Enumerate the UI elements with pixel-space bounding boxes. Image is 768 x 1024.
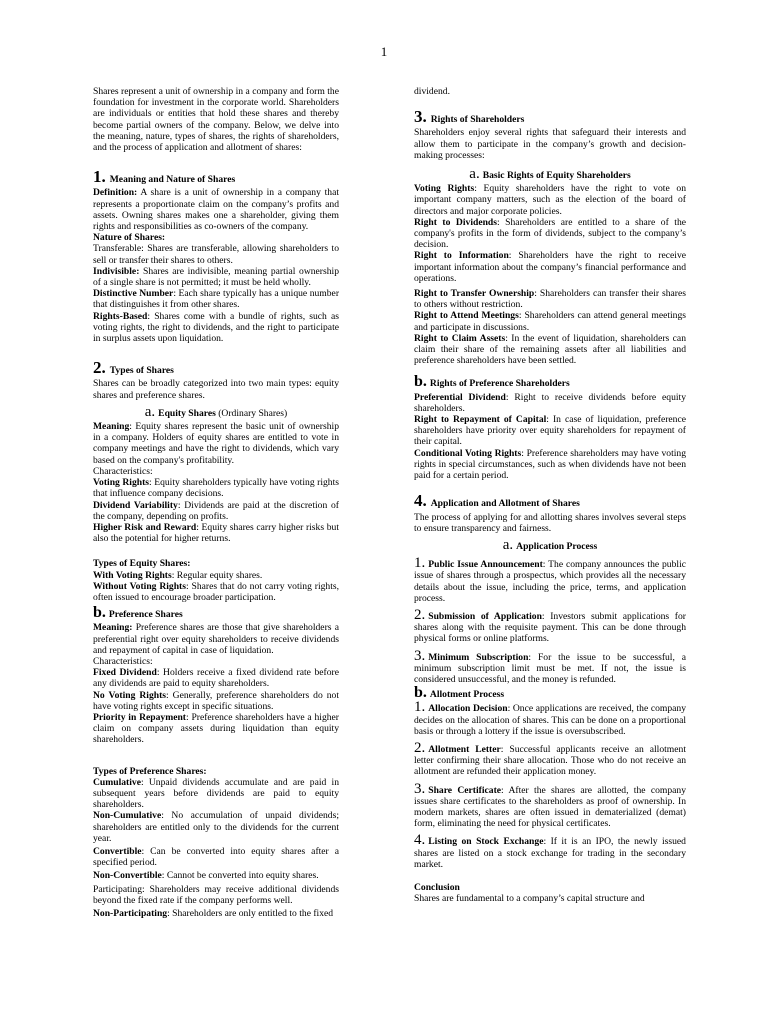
section-1-heading — [93, 167, 339, 187]
types-intro: Shares can be broadly categorized into two main types: equity shares and preference shares. — [93, 378, 339, 401]
label: Right to Repayment of Capital — [414, 414, 547, 426]
equity-types-title — [93, 558, 339, 569]
right-to-information — [414, 250, 686, 284]
label: Preferential Dividend — [414, 391, 506, 403]
text: : Equity shares carry higher risks but also the potential for higher returns. — [93, 521, 339, 545]
convertible — [93, 846, 339, 868]
continued-text: dividend. — [414, 86, 450, 97]
participating: Participating: Shareholders may receive additional dividends beyond the fixed rate if the company performs well. — [93, 883, 339, 906]
label: Voting Rights — [414, 183, 475, 195]
text: : Dividends are paid at the discretion of the company, depending on profits. — [93, 499, 339, 522]
text: : Equity shareholders typically have voting rights that influence company decisions. — [93, 477, 339, 500]
left-column — [93, 86, 339, 919]
preference-shares-heading — [93, 604, 339, 622]
right-to-transfer — [414, 288, 686, 310]
application-process-heading — [414, 536, 686, 553]
application-intro: The process of applying for and allotting shares involves several steps to ensure transparency and fairness. — [414, 511, 686, 534]
step-number: 2. — [414, 739, 426, 756]
text: : Once applications are received, the company decides on the allocation of shares. This can be done on a proportional basis or through a lottery if the issue is oversubscribed. — [414, 703, 686, 737]
section-4-heading — [414, 491, 686, 511]
equity-voting-rights — [93, 477, 339, 499]
text: : If it is an IPO, the newly issued shares are listed on a stock exchange for trading in the secondary market. — [414, 836, 686, 870]
right-column — [414, 86, 686, 904]
subsection-title: Rights of Preference Shareholders — [429, 378, 570, 390]
label: Right to Attend Meetings — [414, 310, 519, 322]
rights-based-label: Rights-Based — [93, 310, 148, 322]
repayment-of-capital — [414, 414, 686, 448]
step-number: 1. — [414, 555, 426, 572]
text: : For the issue to be successful, a minimum subscription limit must be met. If not, the issue is considered unsuccessful, and the money is refunded. — [414, 651, 686, 685]
non-cumulative — [93, 810, 339, 844]
section-number: 3. — [414, 107, 427, 127]
label: Listing on Stock Exchange — [428, 836, 544, 848]
label: Right to Dividends — [414, 216, 497, 228]
text: : In case of liquidation, preference shareholders have priority over equity shareholders for repayment of their capital. — [414, 414, 686, 448]
subsection-letter: b. — [414, 684, 427, 702]
right-to-claim — [414, 333, 686, 367]
label: Fixed Dividend — [93, 667, 157, 679]
text: : Shares that do not carry voting rights, often issued to encourage broader participation. — [93, 580, 340, 603]
characteristics-label: Characteristics: — [93, 465, 153, 477]
subsection-title: Basic Rights of Equity Shareholders — [482, 170, 631, 182]
distinctive-label: Distinctive Number — [93, 288, 174, 300]
section-title: Rights of Shareholders — [430, 114, 525, 126]
conditional-voting — [414, 448, 686, 482]
step-number: 3. — [414, 647, 426, 664]
text: : Equity shareholders have the right to vote on important company matters, such as the election of the board of directors and major corporate policies. — [414, 183, 686, 217]
preference-types-title-text: Types of Preference Shares: — [93, 765, 207, 777]
section-title: Types of Shares — [109, 365, 174, 377]
section-title: Meaning and Nature of Shares — [109, 174, 236, 186]
text: : Unpaid dividends accumulate and are paid in subsequent years before dividends are paid to equity shareholders. — [93, 776, 339, 811]
conclusion-text: Shares are fundamental to a company’s capital structure and — [414, 893, 645, 905]
label: Right to Transfer Ownership — [414, 288, 535, 300]
text: : Shareholders are only entitled to the fixed — [167, 908, 334, 919]
text: : Generally, preference shareholders do not have voting rights except in specific situations. — [93, 689, 340, 712]
label: Minimum Subscription — [428, 651, 529, 663]
equity-meaning-label: Meaning — [93, 421, 130, 433]
text: : In the event of liquidation, shareholders can claim their share of the remaining assets after all liabilities and preference shareholders have been settled. — [414, 332, 686, 367]
subsection-letter: b. — [414, 373, 427, 391]
subsection-title: Allotment Process — [429, 689, 505, 701]
conclusion-title — [414, 882, 686, 893]
label: Cumulative — [93, 776, 141, 788]
distinctive-text: : Each share typically has a unique number that distinguishes it from other shares. — [93, 288, 340, 311]
label: No Voting Rights — [93, 689, 167, 701]
step-submission — [414, 606, 686, 645]
step-allocation — [414, 699, 686, 737]
text: : Can be converted into equity shares after a specified period. — [93, 845, 339, 869]
section-number: 4. — [414, 491, 427, 511]
step-number: 2. — [414, 606, 426, 623]
preferential-dividend — [414, 392, 686, 414]
text: : Shareholders have the right to receive important information about the company’s financial performance and operations. — [414, 250, 686, 284]
label: Convertible — [93, 845, 142, 857]
label: Non-Participating — [93, 908, 168, 919]
subsection-letter: a. — [469, 166, 480, 183]
step-allotment-letter — [414, 739, 686, 778]
definition-label: Definition: — [93, 187, 138, 199]
label: Allotment Letter — [428, 743, 501, 755]
text: : Investors submit applications for shares along with the requisite payment. This can be done through physical forms or online platforms. — [414, 610, 686, 645]
allotment-process-heading — [414, 684, 686, 702]
nature-title — [93, 232, 339, 243]
equity-meaning-text: : Equity shares represent the basic unit of ownership in a company. Holders of equity shares are entitled to vote in company meetings and have the right to dividends, which vary based on the company's profitability. — [93, 421, 339, 466]
voting-rights — [414, 183, 686, 217]
text: : Successful applicants receive an allotment letter confirming their share allocation. Those who do not receive an allotment are refunded their application money. — [414, 743, 686, 778]
basic-rights-heading — [414, 166, 686, 183]
equity-higher-risk — [93, 522, 339, 544]
rights-based — [93, 311, 339, 345]
text: : Regular equity shares. — [171, 569, 263, 581]
section-number: 1. — [93, 167, 106, 187]
label: Non-Convertible — [93, 870, 162, 882]
without-voting-rights — [93, 581, 339, 603]
label: Conditional Voting Rights — [414, 447, 522, 459]
cumulative — [93, 777, 339, 811]
rights-based-text: : Shares come with a bundle of rights, such as voting rights, the right to dividends, and the right to participate in surplus assets upon liquidation. — [93, 310, 339, 345]
label: Right to Information — [414, 250, 509, 262]
non-convertible — [93, 870, 339, 881]
step-number: 4. — [414, 832, 426, 849]
step-minimum-subscription — [414, 647, 686, 686]
step-share-certificate — [414, 780, 686, 830]
intro-paragraph: Shares represent a unit of ownership in a company and form the foundation for investment in the corporate world. Shareholders are individuals or entities that hold these shares and thereby become partial owners of the company. Below, we delve into the meaning, nature, types of shares, the rights of shareholders, and the process of application and allotment of shares: — [93, 86, 339, 154]
page-number: 1 — [380, 44, 388, 59]
definition — [93, 187, 339, 232]
definition-text: A share is a unit of ownership in a company that represents a proportionate claim on the company’s profits and assets. Owning shares makes one a shareholder, giving them rights and responsibilities as co-owners of the company. — [93, 187, 339, 233]
text: : Preference shareholders have a higher claim on company assets during liquidation than equity shareholders. — [93, 711, 339, 746]
characteristics-label: Characteristics: — [93, 655, 153, 667]
fixed-dividend — [93, 667, 339, 689]
text: : The company announces the public issue of shares through a prospectus, which provides all the necessary details about the issue, including the price, terms, and application process. — [414, 559, 686, 604]
section-3-heading — [414, 107, 686, 127]
step-number: 3. — [414, 780, 426, 797]
indivisible — [93, 266, 339, 288]
equity-meaning — [93, 421, 339, 466]
label: Submission of Application — [428, 610, 542, 622]
step-listing — [414, 832, 686, 870]
section-title: Application and Allotment of Shares — [430, 498, 580, 510]
text: : Cannot be converted into equity shares. — [161, 870, 319, 882]
indivisible-text: Shares are indivisible, meaning partial ownership of a single share is not permitted; it must be held wholly. — [93, 265, 339, 289]
no-voting-rights — [93, 690, 339, 712]
label: Without Voting Rights — [93, 580, 186, 592]
text: : Shareholders can attend general meetings and participate in discussions. — [414, 310, 686, 333]
subsection-title: Preference Shares — [108, 609, 183, 621]
text: : Shareholders can transfer their shares to others without restriction. — [414, 288, 686, 311]
text: Preference shares are those that give shareholders a preferential right over equity shareholders to receive dividends and repayment of capital in case of liquidation. — [93, 622, 339, 656]
label: Priority in Repayment — [93, 711, 186, 723]
section-2-heading — [93, 358, 339, 378]
equity-shares-heading — [93, 403, 339, 420]
label: Public Issue Announcement — [428, 559, 543, 571]
distinctive-number — [93, 288, 339, 310]
subsection-title: Equity Shares — [158, 407, 216, 419]
text: : Shareholders are entitled to a share of the company's profits in the form of dividends, subject to the company’s decision. — [414, 216, 686, 251]
subsection-title: Application Process — [516, 540, 598, 552]
step-public-issue — [414, 555, 686, 604]
subsection-letter: b. — [93, 604, 106, 622]
equity-types-title-text: Types of Equity Shares: — [93, 558, 191, 570]
label: Meaning: — [93, 622, 133, 634]
label: Voting Rights — [93, 477, 150, 489]
label: With Voting Rights — [93, 569, 172, 581]
text: : No accumulation of unpaid dividends; shareholders are entitled only to the dividends for the current year. — [93, 810, 339, 844]
text: : Holders receive a fixed dividend rate before any dividends are paid to equity shareholders. — [93, 667, 339, 690]
with-voting-rights — [93, 570, 339, 581]
subsection-letter: a. — [144, 403, 156, 420]
preference-rights-heading — [414, 373, 686, 391]
conclusion-title-text: Conclusion — [414, 881, 460, 893]
preference-types-title — [93, 766, 339, 777]
rights-intro: Shareholders enjoy several rights that safeguard their interests and allow them to participate in the company’s growth and decision-making processes: — [414, 127, 686, 161]
label: Higher Risk and Reward — [93, 521, 197, 533]
transferable: Transferable: Shares are transferable, allowing shareholders to sell or transfer their shares to others. — [93, 243, 339, 266]
label: Allocation Decision — [428, 703, 508, 715]
section-number: 2. — [93, 358, 106, 378]
text: : After the shares are allotted, the company issues share certificates to the shareholders as proof of ownership. In modern markets, shares are often issued in dematerialized (demat) form, eliminating the need for physical certificates. — [414, 784, 686, 830]
equity-dividend-variability — [93, 500, 339, 522]
indivisible-label: Indivisible: — [93, 265, 140, 277]
label: Share Certificate — [428, 784, 502, 796]
label: Right to Claim Assets — [414, 332, 506, 344]
text: : Right to receive dividends before equity shareholders. — [414, 391, 686, 414]
text: : Preference shareholders may have voting rights in special circumstances, such as when dividends have not been paid for a certain period. — [414, 447, 687, 482]
non-participating — [93, 908, 339, 919]
preference-meaning — [93, 622, 339, 656]
right-to-attend — [414, 310, 686, 332]
label: Non-Cumulative — [93, 810, 162, 822]
subsection-letter: a. — [502, 536, 514, 553]
step-number: 1. — [414, 699, 426, 716]
right-to-dividends — [414, 217, 686, 251]
nature-title-text: Nature of Shares: — [93, 232, 166, 244]
priority-in-repayment — [93, 712, 339, 746]
subsection-subtitle: (Ordinary Shares) — [215, 407, 288, 419]
label: Dividend Variability — [93, 499, 178, 511]
